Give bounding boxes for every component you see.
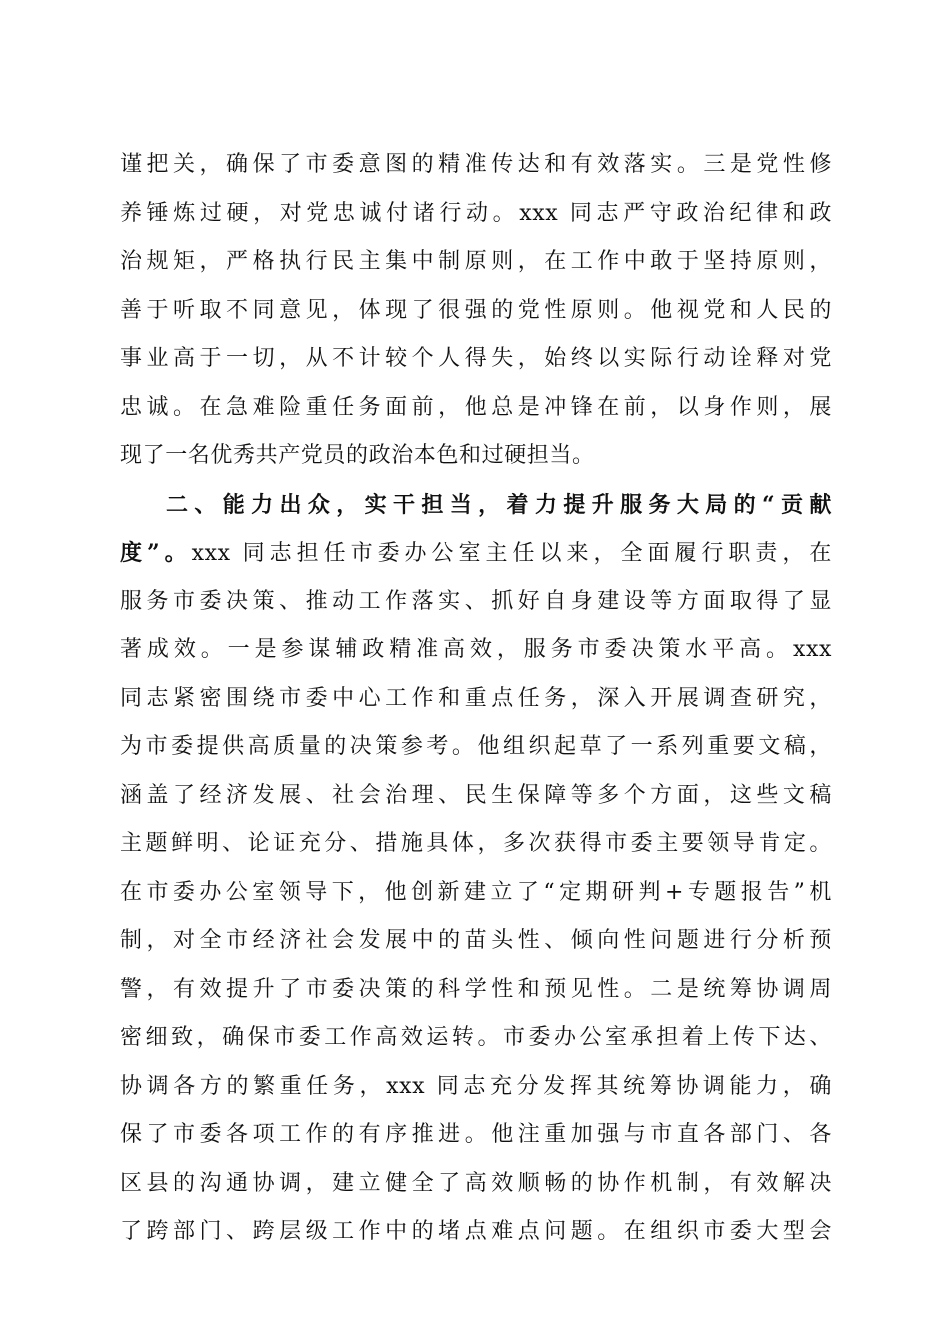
text-line: 服务市委决策、推动工作落实、抓好自身建设等方面取得了显 bbox=[120, 588, 832, 614]
text-line: 谨把关，确保了市委意图的精准传达和有效落实。三是党性修 bbox=[120, 152, 832, 177]
text-line: 善于听取不同意见，体现了很强的党性原则。他视党和人民的 bbox=[120, 297, 832, 323]
text-line: 同志紧密围绕市委中心工作和重点任务，深入开展调查研究， bbox=[120, 685, 832, 711]
text-line: 主题鲜明、论证充分、措施具体，多次获得市委主要领导肯定。 bbox=[120, 831, 832, 856]
section-heading-tail: 度”。 bbox=[120, 540, 192, 566]
text-line: 治规矩，严格执行民主集中制原则，在工作中敢于坚持原则， bbox=[120, 249, 832, 274]
text-line: 养锤炼过硬，对党忠诚付诸行动。xxx 同志严守政治纪律和政 bbox=[120, 200, 832, 226]
text-line: 事业高于一切，从不计较个人得失，始终以实际行动诠释对党 bbox=[120, 346, 832, 371]
text-line: 了跨部门、跨层级工作中的堵点难点问题。在组织市委大型会 bbox=[120, 1219, 832, 1244]
text-line: 制，对全市经济社会发展中的苗头性、倾向性问题进行分析预 bbox=[120, 928, 832, 953]
text-line: 区县的沟通协调，建立健全了高效顺畅的协作机制，有效解决 bbox=[120, 1170, 832, 1196]
heading-continuation-line bbox=[120, 529, 832, 578]
text-line: 著成效。一是参谋辅政精准高效，服务市委决策水平高。xxx bbox=[120, 637, 832, 662]
text-line: 密细致，确保市委工作高效运转。市委办公室承担着上传下达、 bbox=[120, 1025, 832, 1050]
text-line: 协调各方的繁重任务，xxx 同志充分发挥其统筹协调能力，确 bbox=[120, 1073, 832, 1099]
body-text bbox=[120, 141, 832, 1257]
text-line: 为市委提供高质量的决策参考。他组织起草了一系列重要文稿， bbox=[120, 734, 832, 759]
text-line: 在市委办公室领导下，他创新建立了“定期研判+专题报告”机 bbox=[120, 879, 832, 905]
section-heading: 二、能力出众，实干担当，着力提升服务大局的“贡献 bbox=[166, 491, 832, 518]
text-line: 忠诚。在急难险重任务面前，他总是冲锋在前，以身作则，展 bbox=[120, 394, 832, 420]
text-line: 保了市委各项工作的有序推进。他注重加强与市直各部门、各 bbox=[120, 1122, 832, 1147]
text-line: 现了一名优秀共产党员的政治本色和过硬担当。 bbox=[120, 443, 595, 468]
text-line: 涵盖了经济发展、社会治理、民生保障等多个方面，这些文稿 bbox=[120, 782, 832, 808]
text-span: xxx 同志担任市委办公室主任以来，全面履行职责，在 bbox=[191, 541, 832, 566]
text-line: 警，有效提升了市委决策的科学性和预见性。二是统筹协调周 bbox=[120, 976, 832, 1002]
